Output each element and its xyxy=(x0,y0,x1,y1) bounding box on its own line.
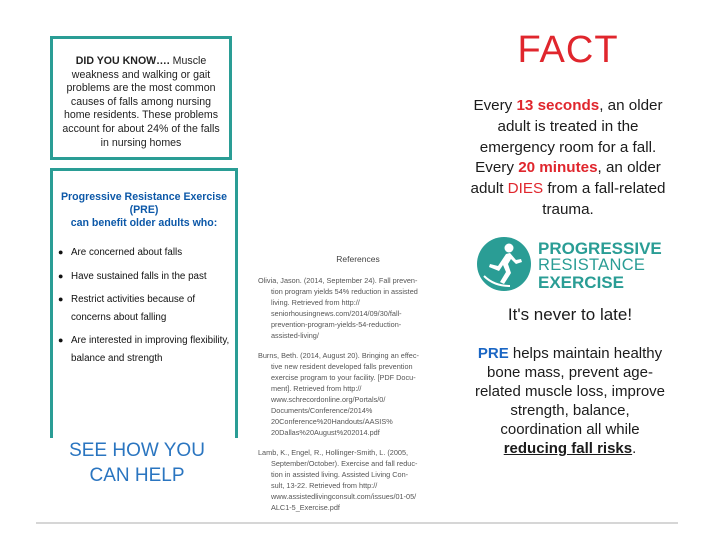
reference-line: exercise program to your facility. [PDF Docu- xyxy=(271,373,416,382)
fact-title: FACT xyxy=(517,29,619,71)
pre-helps-end: . xyxy=(632,440,637,457)
fact-text: , an older adult xyxy=(470,159,661,198)
pre-helps-lead: PRE xyxy=(477,345,509,362)
reference-line: Olivia, Jason. (2014, September 24). Fall preven- xyxy=(258,276,418,285)
logo-line-progressive: PROGRESSIVE xyxy=(538,239,662,258)
pre-helps-body: helps maintain healthy bone mass, prevent age-related muscle loss, improve strength, balance, coordination all while xyxy=(474,345,666,438)
bullet-icon: ● xyxy=(58,335,64,345)
reference-line: tion in assisted living. Assisted Living Con- xyxy=(271,470,409,479)
reference-line: ALC1-5_Exercise.pdf xyxy=(271,503,340,512)
pre-heading-line2: (PRE) xyxy=(129,204,159,216)
fact-text: Every xyxy=(473,97,517,114)
pre-heading-line3: can benefit older adults who: xyxy=(70,217,218,229)
did-you-know-box xyxy=(50,36,232,160)
pre-logo xyxy=(476,236,666,296)
never-too-late: It's never to late! xyxy=(507,305,633,324)
fact-highlight-dies: DIES xyxy=(507,180,544,198)
reference-line: seniorhousingnews.com/2014/09/30/fall- xyxy=(271,309,402,318)
pre-heading-line1: Progressive Resistance Exercise xyxy=(60,191,228,203)
reference-entry xyxy=(258,350,458,438)
list-item-text: Are concerned about falls xyxy=(71,247,183,258)
reference-line: sult, 13-22. Retrieved from http:// xyxy=(271,481,378,490)
reference-line: tive new resident developed falls prevention xyxy=(271,362,413,371)
bullet-icon: ● xyxy=(58,294,64,304)
fact-highlight-20-minutes: 20 minutes xyxy=(518,159,598,177)
list-item-text: Restrict activities because of concerns about falling xyxy=(71,294,196,323)
fact-highlight-13-seconds: 13 seconds xyxy=(516,97,600,114)
reference-line: www.assistedlivingconsult.com/issues/01-05/ xyxy=(271,492,417,501)
pre-benefits-box xyxy=(50,168,238,438)
reference-line: 20Dallas%20August%202014.pdf xyxy=(271,428,380,437)
reference-line: assisted-living/ xyxy=(271,331,319,340)
references-title: References xyxy=(336,254,380,264)
fact-text: from a fall-related trauma. xyxy=(542,180,666,218)
reference-line: prevention-program-yields-54-reduction- xyxy=(271,320,402,329)
see-how-you-can-help: SEE HOW YOU CAN HELP xyxy=(69,440,205,486)
reference-line: living. Retrieved from http:// xyxy=(271,298,360,307)
bullet-icon: ● xyxy=(58,247,64,257)
reference-line: Burns, Beth. (2014, August 20). Bringing an effec- xyxy=(258,351,419,360)
list-item-text: Have sustained falls in the past xyxy=(71,270,207,282)
references xyxy=(258,254,458,522)
list-item-text: Are interested in improving flexibility, balance and strength xyxy=(71,335,230,364)
bottom-divider xyxy=(36,522,678,524)
pre-helps-text xyxy=(468,344,672,458)
reference-entry xyxy=(258,275,458,341)
list-item xyxy=(53,291,235,326)
reference-line: 20Conference%20Handouts/AASIS% xyxy=(271,417,393,426)
fact-body xyxy=(466,96,670,221)
bullet-icon: ● xyxy=(58,270,64,281)
logo-line-resistance: RESISTANCE xyxy=(538,256,646,274)
exercise-runner-icon xyxy=(476,236,532,292)
list-item xyxy=(53,268,235,286)
logo-text xyxy=(538,240,662,291)
pre-helps-underlined: reducing fall risks xyxy=(503,440,633,457)
pre-benefits-list xyxy=(53,244,235,367)
pre-benefits-heading xyxy=(53,191,235,230)
reference-entry xyxy=(258,447,458,513)
list-item xyxy=(53,332,235,367)
did-you-know-lead: DID YOU KNOW…. xyxy=(75,55,170,67)
reference-line: www.schrecordonline.org/Portals/0/ xyxy=(271,395,386,404)
fact-text: , an older adult is treated in the emergency room for a fall. Every xyxy=(475,97,663,177)
did-you-know-text: Muscle weakness and walking or gait problems are the most common causes of falls among nursing home residents. These problems account for about 24% of the falls in nursing homes xyxy=(62,55,220,149)
reference-line: ment]. Retrieved from http:// xyxy=(271,384,362,393)
reference-line: Lamb, K., Engel, R., Hollinger-Smith, L. (2005, xyxy=(258,448,409,457)
logo-line-exercise: EXERCISE xyxy=(538,273,624,292)
reference-line: Documents/Conference/2014% xyxy=(271,406,373,415)
reference-line: tion program yields 54% reduction in assisted xyxy=(271,287,418,296)
reference-line: September/October). Exercise and fall reduc- xyxy=(271,459,418,468)
list-item xyxy=(53,244,235,262)
